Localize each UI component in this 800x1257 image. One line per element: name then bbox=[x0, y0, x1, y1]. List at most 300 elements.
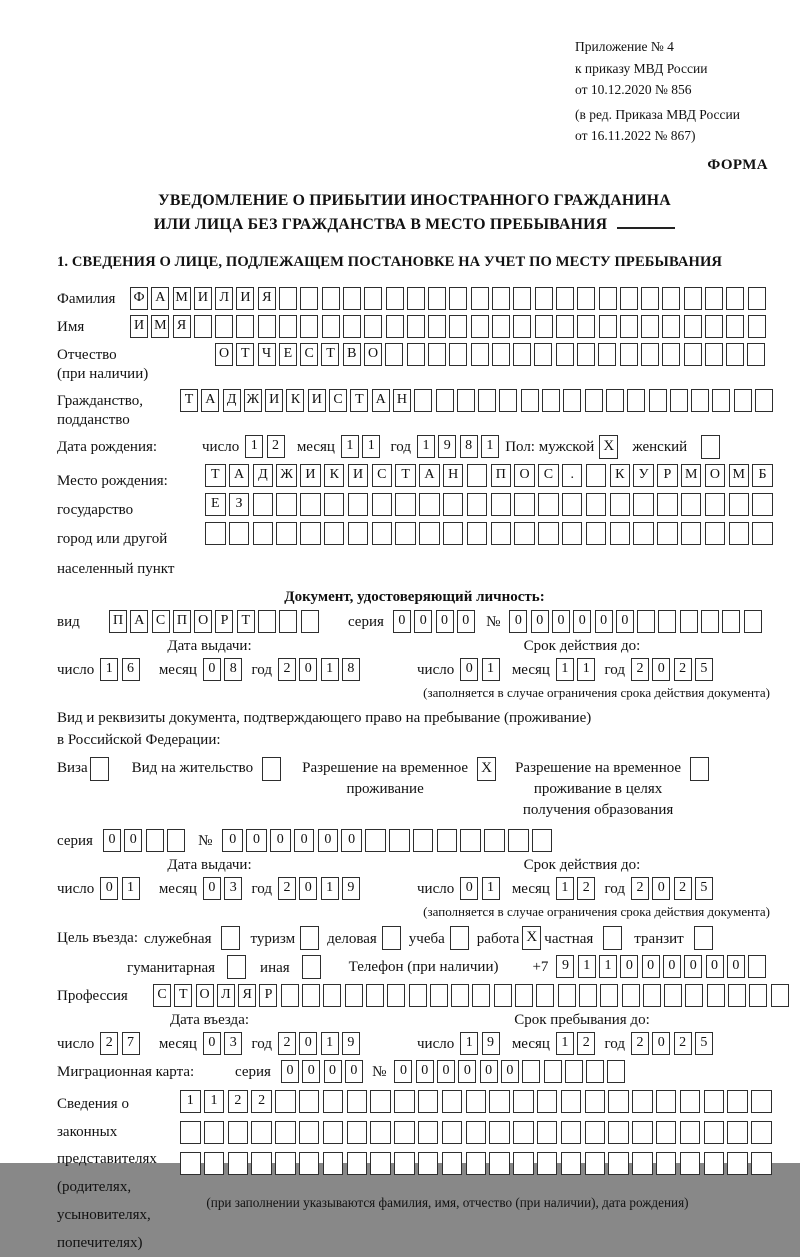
char-cell bbox=[620, 343, 638, 366]
doc-expiry-year-boxes[interactable] bbox=[631, 658, 716, 681]
char-cell bbox=[347, 1090, 368, 1113]
char-cell bbox=[180, 1152, 201, 1175]
birth-month-boxes[interactable] bbox=[341, 435, 384, 458]
char-cell bbox=[347, 1152, 368, 1175]
char-cell bbox=[167, 829, 185, 852]
char-cell bbox=[556, 287, 574, 310]
char-cell bbox=[607, 1060, 625, 1083]
sex-female-label: женский bbox=[632, 438, 688, 455]
char-cell: 0 bbox=[642, 955, 660, 978]
purpose-tourism-checkbox[interactable] bbox=[300, 926, 319, 950]
annex-reference bbox=[575, 36, 770, 147]
legal-reps-row3-boxes[interactable] bbox=[180, 1152, 775, 1175]
char-cell bbox=[228, 1152, 249, 1175]
citizenship-row bbox=[57, 389, 772, 430]
char-cell bbox=[229, 522, 250, 545]
char-cell bbox=[251, 1121, 272, 1144]
char-cell: Т bbox=[237, 610, 255, 633]
residence-doc-intro: Вид и реквизиты документа, подтверждающего право на пребывание (проживание) в Российской Федерации: bbox=[57, 709, 592, 749]
visa-checkbox[interactable] bbox=[90, 757, 109, 781]
char-cell bbox=[662, 315, 680, 338]
char-cell: 1 bbox=[556, 1032, 574, 1055]
char-cell: 2 bbox=[251, 1090, 272, 1113]
char-cell bbox=[366, 984, 384, 1007]
char-cell: 8 bbox=[460, 435, 478, 458]
stay-until-month-boxes[interactable] bbox=[556, 1032, 599, 1055]
char-cell: Д bbox=[253, 464, 274, 487]
char-cell bbox=[322, 287, 340, 310]
char-cell bbox=[430, 984, 448, 1007]
doc-dates-row bbox=[57, 658, 772, 681]
char-cell bbox=[385, 343, 403, 366]
form-word: ФОРМА bbox=[707, 156, 768, 173]
char-cell: Ж bbox=[244, 389, 262, 412]
char-cell bbox=[707, 984, 725, 1007]
char-cell: 0 bbox=[393, 610, 411, 633]
residence-permit-option: Вид на жительство bbox=[132, 756, 281, 781]
purpose-study-checkbox[interactable] bbox=[450, 926, 469, 950]
char-cell: 1 bbox=[100, 658, 118, 681]
char-cell: 2 bbox=[100, 1032, 118, 1055]
char-cell: 0 bbox=[100, 877, 118, 900]
char-cell bbox=[491, 493, 512, 516]
entry-dates-header bbox=[57, 1012, 772, 1029]
char-cell: 0 bbox=[246, 829, 267, 852]
char-cell bbox=[748, 287, 766, 310]
char-cell bbox=[585, 1121, 606, 1144]
char-cell bbox=[372, 493, 393, 516]
char-cell bbox=[681, 493, 702, 516]
char-cell bbox=[641, 287, 659, 310]
year-label: год bbox=[604, 661, 625, 678]
patronymic-boxes[interactable] bbox=[215, 343, 769, 366]
char-cell: 0 bbox=[281, 1060, 299, 1083]
char-cell bbox=[514, 493, 535, 516]
char-cell: Р bbox=[657, 464, 678, 487]
char-cell bbox=[751, 1121, 772, 1144]
char-cell: С bbox=[300, 343, 318, 366]
char-cell: 2 bbox=[577, 1032, 595, 1055]
form-title-line2: ИЛИ ЛИЦА БЕЗ ГРАЖДАНСТВА В МЕСТО ПРЕБЫВАНИЯ bbox=[57, 213, 772, 237]
char-cell: 9 bbox=[556, 955, 574, 978]
char-cell bbox=[513, 287, 531, 310]
residence-expiry-year-boxes[interactable] bbox=[631, 877, 716, 900]
day-label: число bbox=[417, 880, 455, 897]
char-cell bbox=[428, 315, 446, 338]
char-cell bbox=[299, 1121, 320, 1144]
day-label: число bbox=[57, 880, 95, 897]
char-cell: 0 bbox=[457, 610, 475, 633]
char-cell bbox=[322, 315, 340, 338]
purpose-business-checkbox[interactable] bbox=[382, 926, 401, 950]
entry-year-boxes[interactable] bbox=[278, 1032, 363, 1055]
char-cell: 1 bbox=[321, 658, 339, 681]
char-cell: Т bbox=[174, 984, 192, 1007]
char-cell bbox=[513, 343, 531, 366]
identity-doc-heading: Документ, удостоверяющий личность: bbox=[284, 588, 545, 605]
visit-purpose-row: Цель въезда: служебная туризм деловая учеба работа X частная транзит bbox=[57, 926, 772, 950]
residence-permit-checkbox[interactable] bbox=[262, 757, 281, 781]
char-cell: 0 bbox=[222, 829, 243, 852]
char-cell bbox=[752, 493, 773, 516]
char-cell: 8 bbox=[342, 658, 360, 681]
char-cell: 0 bbox=[341, 829, 362, 852]
purpose-private-checkbox[interactable] bbox=[603, 926, 622, 950]
char-cell: И bbox=[236, 287, 254, 310]
char-cell bbox=[491, 522, 512, 545]
char-cell bbox=[561, 1152, 582, 1175]
doc-series-boxes[interactable] bbox=[393, 610, 478, 633]
char-cell bbox=[492, 343, 510, 366]
char-cell: 1 bbox=[599, 955, 617, 978]
char-cell bbox=[657, 493, 678, 516]
char-cell: 0 bbox=[294, 829, 315, 852]
legal-reps-row2-boxes[interactable] bbox=[180, 1121, 775, 1144]
residence-issue-month-boxes[interactable] bbox=[203, 877, 246, 900]
char-cell bbox=[662, 343, 680, 366]
char-cell bbox=[586, 1060, 604, 1083]
number-sign: № bbox=[372, 1063, 387, 1080]
purpose-humanitarian-checkbox[interactable] bbox=[227, 955, 246, 979]
residence-expiry-month-boxes[interactable] bbox=[556, 877, 599, 900]
birth-place-row2-boxes[interactable] bbox=[205, 493, 776, 516]
char-cell: 0 bbox=[652, 658, 670, 681]
char-cell bbox=[633, 493, 654, 516]
char-cell bbox=[586, 493, 607, 516]
char-cell: 9 bbox=[438, 435, 456, 458]
char-cell: 0 bbox=[414, 610, 432, 633]
char-cell bbox=[729, 493, 750, 516]
temp-residence-education-checkbox[interactable] bbox=[690, 757, 709, 781]
char-cell: Л bbox=[215, 287, 233, 310]
char-cell: Т bbox=[321, 343, 339, 366]
char-cell bbox=[704, 1121, 725, 1144]
char-cell bbox=[537, 1121, 558, 1144]
char-cell bbox=[407, 343, 425, 366]
residence-expiry-day-boxes[interactable] bbox=[460, 877, 503, 900]
doc-issue-day-boxes[interactable] bbox=[100, 658, 143, 681]
purpose-other-checkbox[interactable] bbox=[302, 955, 321, 979]
purpose-transit-checkbox[interactable] bbox=[694, 926, 713, 950]
char-cell bbox=[302, 984, 320, 1007]
char-cell bbox=[348, 522, 369, 545]
char-cell bbox=[281, 984, 299, 1007]
char-cell bbox=[641, 343, 659, 366]
day-label: число bbox=[417, 661, 455, 678]
char-cell: 0 bbox=[203, 877, 221, 900]
char-cell: 2 bbox=[674, 1032, 692, 1055]
doc-expiry-day-boxes[interactable] bbox=[460, 658, 503, 681]
char-cell bbox=[712, 389, 730, 412]
char-cell: Т bbox=[236, 343, 254, 366]
char-cell: 9 bbox=[342, 1032, 360, 1055]
residence-series-boxes[interactable] bbox=[103, 829, 188, 852]
char-cell: 0 bbox=[318, 829, 339, 852]
annex-line: Приложение № 4 bbox=[575, 39, 674, 54]
day-label: число bbox=[57, 1035, 95, 1052]
char-cell: Ф bbox=[130, 287, 148, 310]
char-cell bbox=[532, 829, 553, 852]
char-cell: И bbox=[308, 389, 326, 412]
char-cell bbox=[407, 287, 425, 310]
char-cell: 1 bbox=[481, 435, 499, 458]
char-cell: И bbox=[348, 464, 369, 487]
char-cell bbox=[748, 315, 766, 338]
char-cell bbox=[364, 287, 382, 310]
char-cell bbox=[499, 389, 517, 412]
visa-option: Виза bbox=[57, 756, 109, 781]
legal-reps-footnote: (при заполнении указываются фамилия, имя, отчество (при наличии), дата рождения) bbox=[206, 1194, 689, 1210]
char-cell: 2 bbox=[674, 877, 692, 900]
doc-number-boxes[interactable] bbox=[509, 610, 765, 633]
char-cell bbox=[727, 1121, 748, 1144]
char-cell bbox=[536, 984, 554, 1007]
char-cell bbox=[577, 287, 595, 310]
char-cell: 0 bbox=[299, 658, 317, 681]
char-cell: И bbox=[265, 389, 283, 412]
char-cell bbox=[471, 343, 489, 366]
char-cell: М bbox=[173, 287, 191, 310]
char-cell bbox=[656, 1121, 677, 1144]
char-cell: 3 bbox=[224, 1032, 242, 1055]
char-cell: 0 bbox=[620, 955, 638, 978]
char-cell bbox=[449, 287, 467, 310]
char-cell bbox=[556, 343, 574, 366]
char-cell bbox=[684, 343, 702, 366]
char-cell bbox=[451, 984, 469, 1007]
char-cell: И bbox=[194, 287, 212, 310]
char-cell bbox=[442, 1152, 463, 1175]
char-cell: М bbox=[681, 464, 702, 487]
sex-female-checkbox[interactable] bbox=[701, 435, 720, 459]
char-cell bbox=[749, 984, 767, 1007]
doc-expiry-month-boxes[interactable] bbox=[556, 658, 599, 681]
entry-month-boxes[interactable] bbox=[203, 1032, 246, 1055]
char-cell bbox=[275, 1090, 296, 1113]
char-cell bbox=[251, 1152, 272, 1175]
char-cell: У bbox=[633, 464, 654, 487]
char-cell bbox=[705, 522, 726, 545]
char-cell bbox=[204, 1152, 225, 1175]
char-cell: С bbox=[152, 610, 170, 633]
char-cell: П bbox=[491, 464, 512, 487]
profession-label: Профессия bbox=[57, 987, 128, 1004]
char-cell: 1 bbox=[204, 1090, 225, 1113]
char-cell bbox=[610, 493, 631, 516]
char-cell: 0 bbox=[573, 610, 591, 633]
char-cell: 1 bbox=[482, 877, 500, 900]
char-cell bbox=[577, 315, 595, 338]
char-cell bbox=[538, 493, 559, 516]
surname-row bbox=[57, 287, 772, 310]
char-cell bbox=[348, 493, 369, 516]
char-cell bbox=[370, 1090, 391, 1113]
birth-day-boxes[interactable] bbox=[245, 435, 288, 458]
temp-residence-option: Разрешение на временное проживание X bbox=[302, 756, 496, 800]
issue-date-label: Дата выдачи: bbox=[167, 637, 252, 654]
char-cell bbox=[705, 343, 723, 366]
temp-residence-checkbox[interactable]: X bbox=[477, 757, 496, 781]
doc-issue-year-boxes[interactable] bbox=[278, 658, 363, 681]
doc-dates-header bbox=[57, 638, 772, 655]
char-cell bbox=[364, 315, 382, 338]
char-cell: 3 bbox=[224, 877, 242, 900]
char-cell: С bbox=[329, 389, 347, 412]
char-cell: 8 bbox=[224, 658, 242, 681]
char-cell bbox=[372, 522, 393, 545]
stay-until-day-boxes[interactable] bbox=[460, 1032, 503, 1055]
char-cell: 0 bbox=[302, 1060, 320, 1083]
char-cell: О bbox=[514, 464, 535, 487]
char-cell bbox=[394, 1121, 415, 1144]
char-cell: Ж bbox=[276, 464, 297, 487]
char-cell bbox=[275, 1152, 296, 1175]
char-cell: В bbox=[343, 343, 361, 366]
char-cell: 0 bbox=[299, 877, 317, 900]
day-label: число bbox=[417, 1035, 455, 1052]
char-cell: 0 bbox=[460, 877, 478, 900]
residence-dates-row bbox=[57, 877, 772, 900]
residence-doc-series-row bbox=[57, 829, 772, 852]
char-cell bbox=[442, 1090, 463, 1113]
char-cell bbox=[449, 343, 467, 366]
char-cell bbox=[301, 610, 319, 633]
month-label: месяц bbox=[296, 438, 335, 455]
char-cell bbox=[276, 493, 297, 516]
char-cell: И bbox=[300, 464, 321, 487]
char-cell: 5 bbox=[695, 1032, 713, 1055]
birth-place-label: Место рождения: государство город или другой населенный пункт bbox=[57, 472, 175, 577]
char-cell bbox=[386, 315, 404, 338]
residence-dates-header bbox=[57, 857, 772, 874]
purpose-official-checkbox[interactable] bbox=[221, 926, 240, 950]
visit-purpose-row2: гуманитарная иная Телефон (при наличии) +7 9 1 1 0 0 0 0 0 0 bbox=[57, 955, 772, 979]
char-cell bbox=[489, 1090, 510, 1113]
char-cell bbox=[489, 1152, 510, 1175]
char-cell bbox=[751, 1152, 772, 1175]
char-cell bbox=[370, 1121, 391, 1144]
char-cell bbox=[691, 389, 709, 412]
phone-boxes[interactable] bbox=[556, 955, 769, 978]
char-cell: О bbox=[196, 984, 214, 1007]
birth-date-label: Дата рождения: bbox=[57, 438, 158, 455]
char-cell bbox=[656, 1090, 677, 1113]
entry-day-boxes[interactable] bbox=[100, 1032, 143, 1055]
char-cell: Т bbox=[180, 389, 198, 412]
char-cell: Н bbox=[443, 464, 464, 487]
char-cell bbox=[620, 287, 638, 310]
char-cell: 2 bbox=[278, 877, 296, 900]
char-cell: Т bbox=[395, 464, 416, 487]
residence-issue-day-boxes[interactable] bbox=[100, 877, 143, 900]
char-cell bbox=[633, 522, 654, 545]
char-cell bbox=[323, 1121, 344, 1144]
birth-place-row3-boxes[interactable] bbox=[205, 522, 776, 545]
char-cell bbox=[492, 315, 510, 338]
char-cell bbox=[622, 984, 640, 1007]
month-label: месяц bbox=[511, 1035, 550, 1052]
char-cell: С bbox=[153, 984, 171, 1007]
char-cell bbox=[258, 610, 276, 633]
char-cell: 0 bbox=[652, 1032, 670, 1055]
char-cell bbox=[771, 984, 789, 1007]
char-cell: 2 bbox=[631, 1032, 649, 1055]
purpose-work-checkbox[interactable]: X bbox=[522, 926, 541, 950]
char-cell bbox=[204, 1121, 225, 1144]
birth-year-boxes[interactable] bbox=[417, 435, 502, 458]
char-cell: Я bbox=[258, 287, 276, 310]
profession-boxes[interactable] bbox=[153, 984, 792, 1007]
number-sign: № bbox=[198, 832, 213, 849]
char-cell bbox=[598, 343, 616, 366]
char-cell bbox=[748, 955, 766, 978]
citizenship-boxes[interactable] bbox=[180, 389, 776, 412]
char-cell bbox=[515, 984, 533, 1007]
char-cell: А bbox=[201, 389, 219, 412]
char-cell: 0 bbox=[552, 610, 570, 633]
char-cell bbox=[194, 315, 212, 338]
legal-reps-label: Сведения о законных представителях (родителях, усыновителях, попечителях) bbox=[57, 1095, 157, 1251]
annex-line: от 10.12.2020 № 856 bbox=[575, 82, 692, 98]
legal-reps-row1-boxes[interactable] bbox=[180, 1090, 775, 1113]
stay-until-year-boxes[interactable] bbox=[631, 1032, 716, 1055]
char-cell bbox=[664, 984, 682, 1007]
given-name-boxes[interactable] bbox=[130, 315, 769, 338]
char-cell bbox=[641, 315, 659, 338]
phone-prefix: +7 bbox=[532, 958, 549, 975]
doc-issue-month-boxes[interactable] bbox=[203, 658, 246, 681]
sex-male-label: Пол: мужской bbox=[505, 438, 595, 455]
char-cell: 2 bbox=[674, 658, 692, 681]
char-cell: Б bbox=[752, 464, 773, 487]
char-cell bbox=[544, 1060, 562, 1083]
char-cell: А bbox=[372, 389, 390, 412]
char-cell bbox=[606, 389, 624, 412]
residence-number-boxes[interactable] bbox=[222, 829, 555, 852]
birth-place-row1-boxes[interactable] bbox=[205, 464, 776, 487]
migration-series-boxes[interactable] bbox=[281, 1060, 366, 1083]
char-cell: 0 bbox=[299, 1032, 317, 1055]
char-cell bbox=[428, 287, 446, 310]
char-cell bbox=[521, 389, 539, 412]
migration-number-boxes[interactable] bbox=[394, 1060, 628, 1083]
month-label: месяц bbox=[511, 661, 550, 678]
char-cell: А bbox=[151, 287, 169, 310]
residence-issue-year-boxes[interactable] bbox=[278, 877, 363, 900]
doc-kind-boxes[interactable] bbox=[109, 610, 322, 633]
char-cell: Т bbox=[205, 464, 226, 487]
char-cell bbox=[535, 287, 553, 310]
char-cell bbox=[228, 1121, 249, 1144]
char-cell bbox=[489, 1121, 510, 1144]
revision-line: (в ред. Приказа МВД России bbox=[575, 106, 740, 122]
birth-place-block bbox=[57, 464, 772, 584]
char-cell bbox=[563, 389, 581, 412]
surname-boxes[interactable] bbox=[130, 287, 769, 310]
legal-reps-block bbox=[57, 1088, 772, 1257]
char-cell: О bbox=[215, 343, 233, 366]
char-cell bbox=[370, 1152, 391, 1175]
char-cell bbox=[632, 1090, 653, 1113]
sex-male-checkbox[interactable]: X bbox=[599, 435, 618, 459]
doc-kind-label: вид bbox=[57, 613, 80, 630]
char-cell: 9 bbox=[342, 877, 360, 900]
char-cell bbox=[705, 493, 726, 516]
char-cell: 0 bbox=[437, 1060, 455, 1083]
char-cell bbox=[300, 522, 321, 545]
char-cell bbox=[443, 522, 464, 545]
char-cell: А bbox=[419, 464, 440, 487]
